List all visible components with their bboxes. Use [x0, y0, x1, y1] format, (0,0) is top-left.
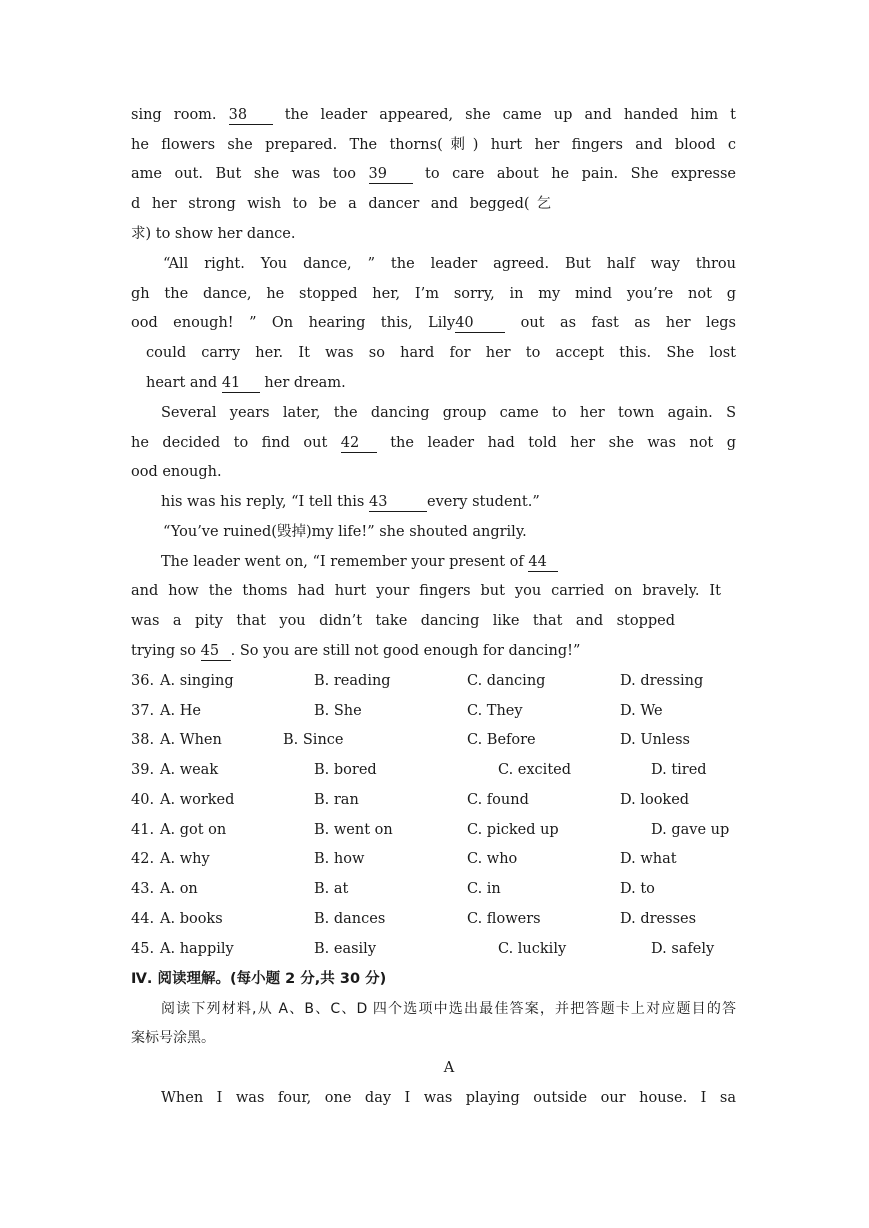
option-b: B. Since — [283, 732, 344, 748]
option-d: D. dresses — [620, 911, 697, 927]
passage-line — [161, 547, 766, 577]
text: the leader appeared, she came up and handed him t — [284, 107, 736, 123]
text: ame out. But she was too — [131, 166, 356, 182]
text: heart and — [146, 375, 218, 391]
blank-41: 41 — [222, 374, 260, 393]
passage-line: was a pity that you didn’t take dancing like that and stopped — [131, 613, 675, 629]
option-a: A. on — [160, 881, 198, 897]
question-number: 43. — [131, 881, 155, 897]
passage-line: could carry her. It was so hard for her to accept this. She lost — [146, 345, 736, 361]
option-a: A. When — [160, 732, 222, 748]
text: ood enough! ” On hearing this, Lily — [131, 315, 456, 331]
option-b: B. She — [314, 703, 362, 719]
option-c: C. in — [467, 881, 501, 897]
option-d: D. gave up — [651, 822, 730, 838]
text: the leader had told her she was not g — [390, 435, 736, 451]
text: every student.” — [426, 494, 540, 510]
text: The leader went on, “I remember your present of — [161, 554, 524, 570]
option-b: B. how — [314, 851, 365, 867]
option-a: A. worked — [160, 792, 235, 808]
blank-42: 42 — [341, 434, 377, 453]
option-c: C. picked up — [467, 822, 559, 838]
question-number: 45. — [131, 941, 155, 957]
instructions: 案标号涂黑。 — [131, 1030, 215, 1046]
option-d: D. dressing — [620, 673, 704, 689]
option-d: D. what — [620, 851, 677, 867]
blank-39: 39 — [369, 165, 413, 184]
question-number: 42. — [131, 851, 155, 867]
passage-line: Several years later, the dancing group came to her town again. S — [161, 405, 736, 421]
option-a: A. books — [160, 911, 223, 927]
option-c: C. luckily — [498, 941, 567, 957]
text: trying so — [131, 643, 196, 659]
passage-line — [131, 100, 736, 130]
passage-line: he flowers she prepared. The thorns(刺) hurt her fingers and blood c — [131, 137, 736, 153]
option-a: A. got on — [160, 822, 227, 838]
text: . So you are still not good enough for dancing!” — [230, 643, 581, 659]
passage-line: When I was four, one day I was playing outside our house. I sa — [161, 1090, 736, 1106]
option-b: B. easily — [314, 941, 377, 957]
option-d: D. safely — [651, 941, 715, 957]
question-number: 36. — [131, 673, 155, 689]
option-d: D. to — [620, 881, 655, 897]
option-a: A. singing — [160, 673, 234, 689]
passage-line: d her strong wish to be a dancer and begged(乞 — [131, 196, 551, 212]
option-c: C. flowers — [467, 911, 541, 927]
passage-line: gh the dance, he stopped her, I’m sorry, in my mind you’re not g — [131, 286, 736, 302]
option-a: A. He — [160, 703, 201, 719]
instructions: 阅读下列材料,从 A、B、C、D 四个选项中选出最佳答案，并把答题卡上对应题目的答 — [161, 1001, 736, 1017]
option-b: B. bored — [314, 762, 377, 778]
passage-label: A — [443, 1060, 455, 1076]
passage-line — [131, 428, 736, 458]
blank-40: 40 — [455, 314, 505, 333]
option-c: C. excited — [498, 762, 572, 778]
option-a: A. happily — [160, 941, 234, 957]
option-b: B. reading — [314, 673, 391, 689]
passage-line — [131, 159, 736, 189]
text: his was his reply, “I tell this — [161, 494, 365, 510]
blank-38: 38 — [229, 106, 273, 125]
option-b: B. at — [314, 881, 349, 897]
text: out as fast as her legs — [520, 315, 736, 331]
section-heading: Ⅳ. 阅读理解。(每小题 2 分,共 30 分) — [131, 971, 387, 987]
option-c: C. They — [467, 703, 523, 719]
option-c: C. dancing — [467, 673, 546, 689]
text: sing room. — [131, 107, 217, 123]
question-number: 41. — [131, 822, 155, 838]
blank-45: 45 — [201, 642, 231, 661]
passage-line: ood enough. — [131, 464, 222, 480]
option-b: B. dances — [314, 911, 386, 927]
blank-43: 43 — [369, 493, 427, 512]
passage-line: “All right. You dance, ” the leader agreed. But half way throu — [163, 256, 736, 272]
passage-line: “You’ve ruined(毁掉)my life!” she shouted angrily. — [163, 524, 527, 540]
option-d: D. tired — [651, 762, 707, 778]
passage-line — [146, 368, 751, 398]
question-number: 37. — [131, 703, 155, 719]
text: to care about he pain. She expresse — [425, 166, 737, 182]
blank-44: 44 — [528, 553, 558, 572]
question-number: 44. — [131, 911, 155, 927]
option-d: D. looked — [620, 792, 690, 808]
option-a: A. weak — [160, 762, 219, 778]
option-c: C. who — [467, 851, 518, 867]
passage-line — [131, 308, 736, 338]
option-d: D. We — [620, 703, 663, 719]
text: her dream. — [264, 375, 346, 391]
option-c: C. Before — [467, 732, 536, 748]
option-b: B. went on — [314, 822, 393, 838]
option-b: B. ran — [314, 792, 359, 808]
passage-line: and how the thoms had hurt your fingers but you carried on bravely. It — [131, 583, 721, 599]
question-number: 40. — [131, 792, 155, 808]
text: he decided to find out — [131, 435, 328, 451]
passage-line — [131, 636, 736, 666]
passage-line: 求) to show her dance. — [131, 226, 296, 242]
question-number: 38. — [131, 732, 155, 748]
question-number: 39. — [131, 762, 155, 778]
option-c: C. found — [467, 792, 529, 808]
option-d: D. Unless — [620, 732, 690, 748]
option-a: A. why — [160, 851, 210, 867]
passage-line — [161, 487, 766, 517]
